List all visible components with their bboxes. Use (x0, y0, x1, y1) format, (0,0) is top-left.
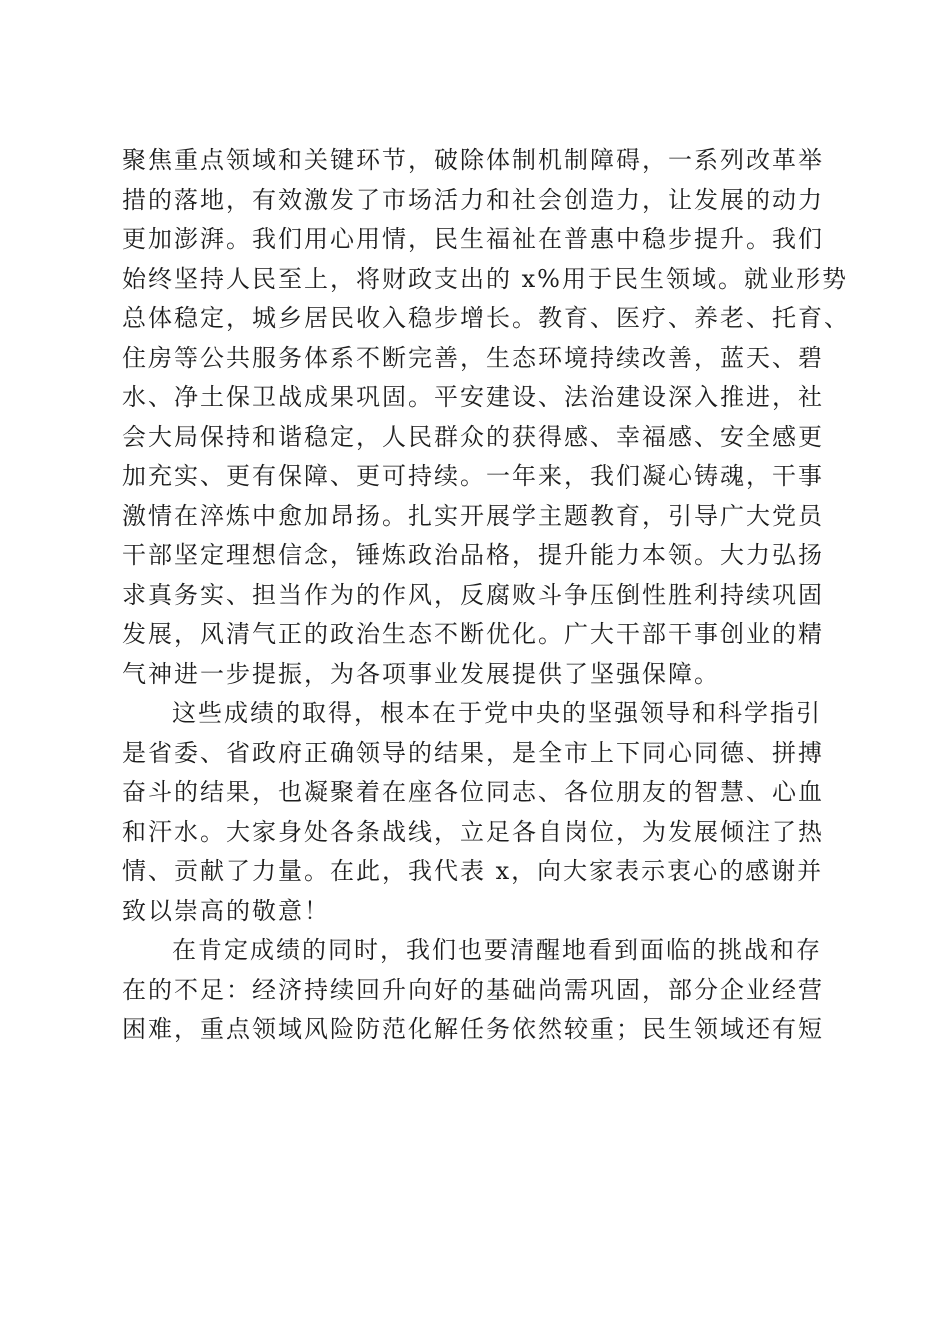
text-line: 奋斗的结果，也凝聚着在座各位同志、各位朋友的智慧、心血 (122, 778, 824, 806)
text-line: 聚焦重点领域和关键环节，破除体制机制障碍，一系列改革举 (122, 146, 824, 174)
text-line: 情、贡献了力量。在此，我代表 x，向大家表示衷心的感谢并 (122, 857, 824, 885)
text-line: 和汗水。大家身处各条战线，立足各自岗位，为发展倾注了热 (122, 817, 824, 846)
text-line: 发展，风清气正的政治生态不断优化。广大干部干事创业的精 (122, 620, 824, 648)
paragraph-first-line: 这些成绩的取得，根本在于党中央的坚强领导和科学指引 (172, 699, 822, 727)
text-line: 会大局保持和谐稳定，人民群众的获得感、幸福感、安全感更 (122, 422, 824, 451)
text-line: 更加澎湃。我们用心用情，民生福祉在普惠中稳步提升。我们 (122, 225, 824, 253)
text-line: 水、净土保卫战成果巩固。平安建设、法治建设深入推进，社 (122, 383, 824, 411)
text-line: 致以崇高的敬意！ (122, 896, 330, 925)
text-line: 求真务实、担当作为的作风，反腐败斗争压倒性胜利持续巩固 (122, 580, 824, 609)
text-line: 住房等公共服务体系不断完善，生态环境持续改善，蓝天、碧 (122, 343, 824, 372)
text-line: 措的落地，有效激发了市场活力和社会创造力，让发展的动力 (122, 185, 824, 214)
text-line: 干部坚定理想信念，锤炼政治品格，提升能力本领。大力弘扬 (122, 541, 824, 569)
text-line: 始终坚持人民至上，将财政支出的 x%用于民生领域。就业形势 (122, 264, 848, 293)
text-line: 困难，重点领域风险防范化解任务依然较重；民生领域还有短 (122, 1015, 824, 1043)
paragraph-first-line: 在肯定成绩的同时，我们也要清醒地看到面临的挑战和存 (172, 936, 822, 964)
body-text (122, 141, 850, 1050)
text-line: 在的不足：经济持续回升向好的基础尚需巩固，部分企业经营 (122, 975, 824, 1004)
text-line: 总体稳定，城乡居民收入稳步增长。教育、医疗、养老、托育、 (122, 304, 850, 332)
text-line: 加充实、更有保障、更可持续。一年来，我们凝心铸魂，干事 (122, 462, 824, 490)
text-line: 是省委、省政府正确领导的结果，是全市上下同心同德、拼搏 (122, 738, 824, 767)
text-line: 激情在淬炼中愈加昂扬。扎实开展学主题教育，引导广大党员 (122, 501, 824, 530)
text-line: 气神进一步提振，为各项事业发展提供了坚强保障。 (122, 659, 720, 688)
